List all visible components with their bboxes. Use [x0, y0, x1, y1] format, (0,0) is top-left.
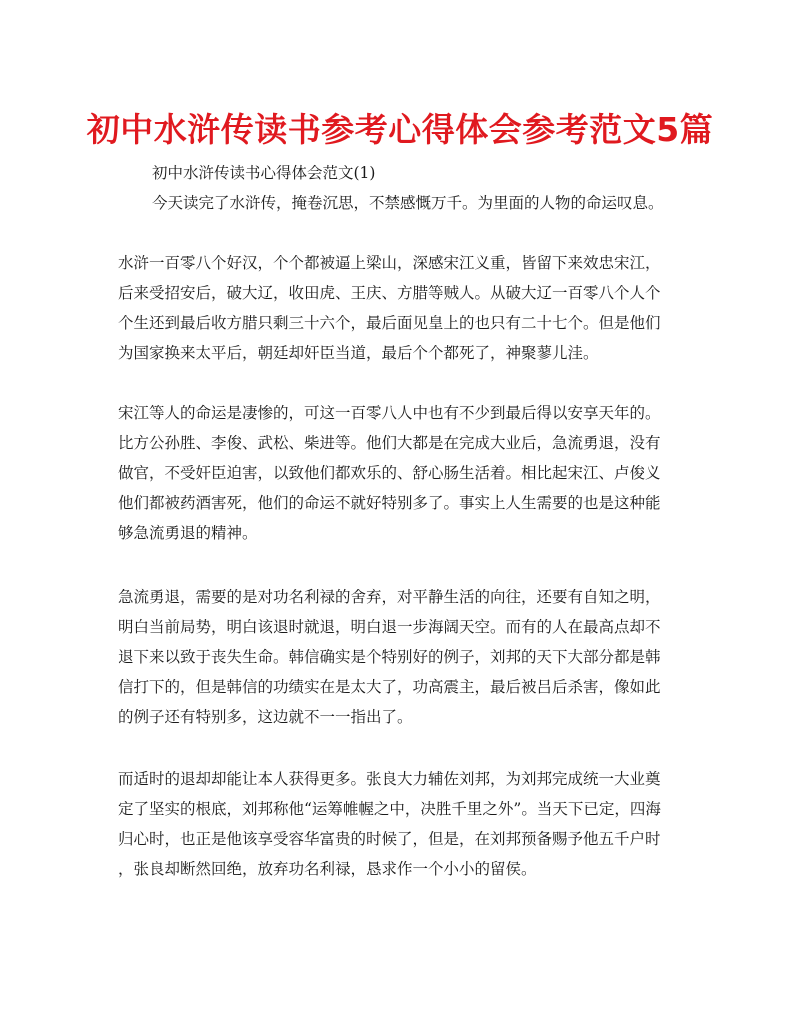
paragraph-line: 个生还到最后收方腊只剩三十六个，最后面见皇上的也只有二十七个。但是他们	[118, 314, 661, 332]
paragraph-line: 归心时，也正是他该享受容华富贵的时候了，但是，在刘邦预备赐予他五千户时	[118, 830, 661, 848]
paragraph-line: 他们都被药酒害死，他们的命运不就好特别多了。事实上人生需要的也是这种能	[118, 494, 661, 512]
paragraph-line: 信打下的，但是韩信的功绩实在是太大了，功高震主，最后被吕后杀害，像如此	[118, 678, 661, 696]
paragraph-line: 急流勇退，需要的是对功名利禄的舍弃，对平静生活的向往，还要有自知之明，	[118, 588, 661, 606]
paragraph-3	[118, 582, 684, 732]
paragraph-line: 明白当前局势，明白该退时就退，明白退一步海阔天空。而有的人在最高点却不	[118, 618, 661, 636]
paragraph-line: 定了坚实的根底，刘邦称他“运筹帷幄之中，决胜千里之外”。当天下已定，四海	[118, 800, 661, 818]
paragraph-line: 后来受招安后，破大辽，收田虎、王庆、方腊等贼人。从破大辽一百零八个人个	[118, 284, 661, 302]
document-title: 初中水浒传读书参考心得体会参考范文5篇	[86, 110, 714, 149]
paragraph-line: 比方公孙胜、李俊、武松、柴进等。他们大都是在完成大业后，急流勇退，没有	[118, 434, 661, 452]
paragraph-line: 退下来以致于丧失生命。韩信确实是个特别好的例子，刘邦的天下大部分都是韩	[118, 648, 661, 666]
paragraph-4	[118, 764, 684, 884]
intro-paragraph: 今天读完了水浒传，掩卷沉思，不禁感慨万千。为里面的人物的命运叹息。	[152, 194, 664, 212]
paragraph-line: 而适时的退却却能让本人获得更多。张良大力辅佐刘邦，为刘邦完成统一大业奠	[118, 770, 661, 788]
document-subtitle: 初中水浒传读书心得体会范文(1)	[152, 164, 376, 182]
paragraph-line: 为国家换来太平后，朝廷却奸臣当道，最后个个都死了，神聚蓼儿洼。	[118, 344, 599, 362]
paragraph-line: 做官，不受奸臣迫害，以致他们都欢乐的、舒心肠生活着。相比起宋江、卢俊义	[118, 464, 661, 482]
paragraph-line: ，张良却断然回绝，放弃功名利禄，恳求作一个小小的留侯。	[118, 860, 537, 878]
paragraph-line: 的例子还有特别多，这边就不一一指出了。	[118, 708, 413, 726]
paragraph-line: 够急流勇退的精神。	[118, 524, 258, 542]
paragraph-2	[118, 398, 684, 548]
paragraph-1	[118, 248, 684, 368]
paragraph-line: 宋江等人的命运是凄惨的，可这一百零八人中也有不少到最后得以安享天年的。	[118, 404, 661, 422]
paragraph-line: 水浒一百零八个好汉，个个都被逼上梁山，深感宋江义重，皆留下来效忠宋江，	[118, 254, 661, 272]
